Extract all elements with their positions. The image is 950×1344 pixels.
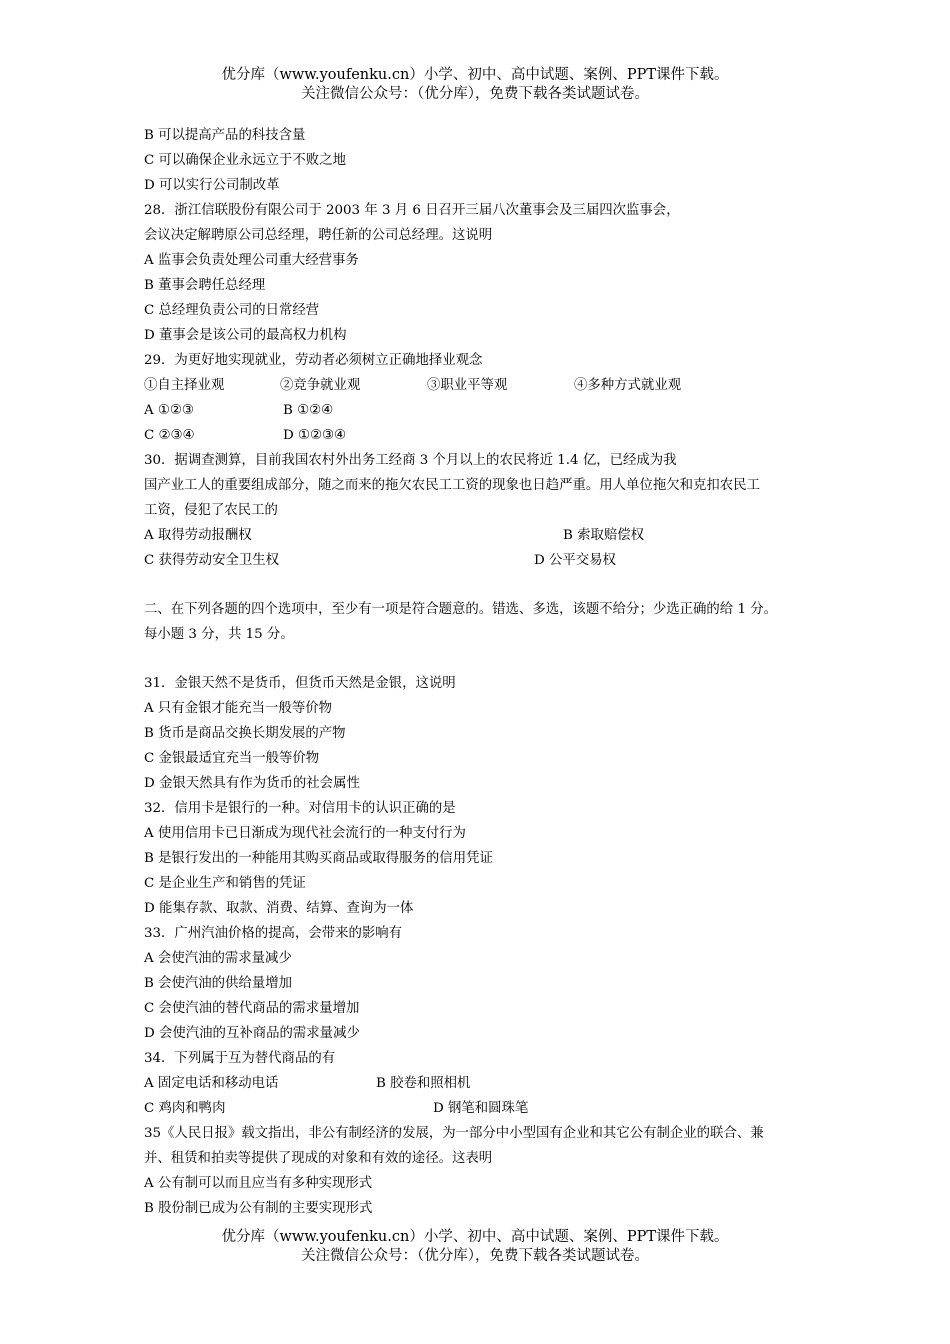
spacer [144,573,834,597]
q32-stem: 32．信用卡是银行的一种。对信用卡的认识正确的是 [144,801,456,816]
q35-option-b: B 股份制已成为公有制的主要实现形式 [144,1201,373,1216]
page-header [0,66,950,104]
footer-line-1: 优分库（www.youfenku.cn）小学、初中、高中试题、案例、PPT课件下载。 [221,1229,729,1245]
q29-statement-4: ④多种方式就业观 [574,378,682,393]
q29-option-d: D ①②③④ [283,428,347,443]
q29-options-ab [144,398,834,423]
q34-stem: 34．下列属于互为替代商品的有 [144,1051,336,1066]
q30-option-b: B 索取赔偿权 [563,528,645,543]
q33-option-a: A 会使汽油的需求量减少 [144,951,292,966]
q30-options-cd [144,548,834,573]
q31-option-d: D 金银天然具有作为货币的社会属性 [144,776,360,791]
q34-option-c: C 鸡肉和鸭肉 [144,1101,226,1116]
q32-option-d: D 能集存款、取款、消费、结算、查询为一体 [144,901,414,916]
q35-stem-line-2: 并、租赁和拍卖等提供了现成的对象和有效的途径。这表明 [144,1151,493,1166]
q29-statements [144,373,834,398]
footer-line-2: 关注微信公众号：（优分库），免费下载各类试题试卷。 [301,1248,649,1264]
q30-stem-line-1: 30．据调查测算，目前我国农村外出务工经商 3 个月以上的农民将近 1.4 亿，已经成为我 [144,453,677,468]
q30-stem-line-3: 工资，侵犯了农民工的 [144,503,278,518]
q30-options-ab [144,523,834,548]
q33-option-b: B 会使汽油的供给量增加 [144,976,293,991]
q27-option-b: B 可以提高产品的科技含量 [144,128,306,143]
section2-instructions-line-1: 二、在下列各题的四个选项中，至少有一项是符合题意的。错选、多选，该题不给分；少选正确的给 1 分。 [144,602,777,617]
q27-option-c: C 可以确保企业永远立于不败之地 [144,153,346,168]
q33-option-c: C 会使汽油的替代商品的需求量增加 [144,1001,360,1016]
q29-statement-3: ③职业平等观 [427,378,508,393]
page-footer [0,1228,950,1266]
q30-stem-line-2: 国产业工人的重要组成部分，随之而来的拖欠农民工工资的现象也日趋严重。用人单位拖欠和克扣农民工 [144,478,760,493]
q28-stem-line-2: 会议决定解聘原公司总经理，聘任新的公司总经理。这说明 [144,228,493,243]
q30-option-d: D 公平交易权 [534,553,616,568]
q34-option-a: A 固定电话和移动电话 [144,1076,279,1091]
q29-stem: 29．为更好地实现就业，劳动者必须树立正确地择业观念 [144,353,483,368]
q31-option-c: C 金银最适宜充当一般等价物 [144,751,320,766]
q27-option-d: D 可以实行公司制改革 [144,178,280,193]
q30-option-c: C 获得劳动安全卫生权 [144,553,280,568]
header-line-2: 关注微信公众号：（优分库），免费下载各类试题试卷。 [301,86,649,102]
q28-option-c: C 总经理负责公司的日常经营 [144,303,320,318]
exam-content [144,123,834,1221]
q32-option-c: C 是企业生产和销售的凭证 [144,876,306,891]
q33-option-d: D 会使汽油的互补商品的需求量减少 [144,1026,360,1041]
q30-option-a: A 取得劳动报酬权 [144,528,252,543]
q28-option-d: D 董事会是该公司的最高权力机构 [144,328,347,343]
q29-options-cd [144,423,834,448]
q28-option-b: B 董事会聘任总经理 [144,278,266,293]
q29-statement-1: ①自主择业观 [144,378,225,393]
q34-option-b: B 胶卷和照相机 [376,1076,471,1091]
q31-option-b: B 货币是商品交换长期发展的产物 [144,726,346,741]
q31-option-a: A 只有金银才能充当一般等价物 [144,701,333,716]
q31-stem: 31．金银天然不是货币，但货币天然是金银，这说明 [144,676,456,691]
q29-option-b: B ①②④ [283,403,334,418]
q32-option-a: A 使用信用卡已日渐成为现代社会流行的一种支付行为 [144,826,466,841]
q29-option-a: A ①②③ [144,403,194,418]
q29-statement-2: ②竞争就业观 [280,378,361,393]
q35-stem-line-1: 35《人民日报》载文指出，非公有制经济的发展，为一部分中小型国有企业和其它公有制企业的联合、兼 [144,1126,764,1141]
q34-options-cd [144,1096,834,1121]
q32-option-b: B 是银行发出的一种能用其购买商品或取得服务的信用凭证 [144,851,493,866]
spacer [144,647,834,671]
q28-stem-line-1: 28．浙江信联股份有限公司于 2003 年 3 月 6 日召开三届八次董事会及三届四次监事会， [144,203,680,218]
q33-stem: 33．广州汽油价格的提高，会带来的影响有 [144,926,403,941]
header-line-1: 优分库（www.youfenku.cn）小学、初中、高中试题、案例、PPT课件下载。 [221,67,729,83]
q29-option-c: C ②③④ [144,428,195,443]
q35-option-a: A 公有制可以而且应当有多种实现形式 [144,1176,373,1191]
section2-instructions-line-2: 每小题 3 分，共 15 分。 [144,627,294,642]
q34-option-d: D 钢笔和圆珠笔 [433,1101,529,1116]
q28-option-a: A 监事会负责处理公司重大经营事务 [144,253,359,268]
q34-options-ab [144,1071,834,1096]
